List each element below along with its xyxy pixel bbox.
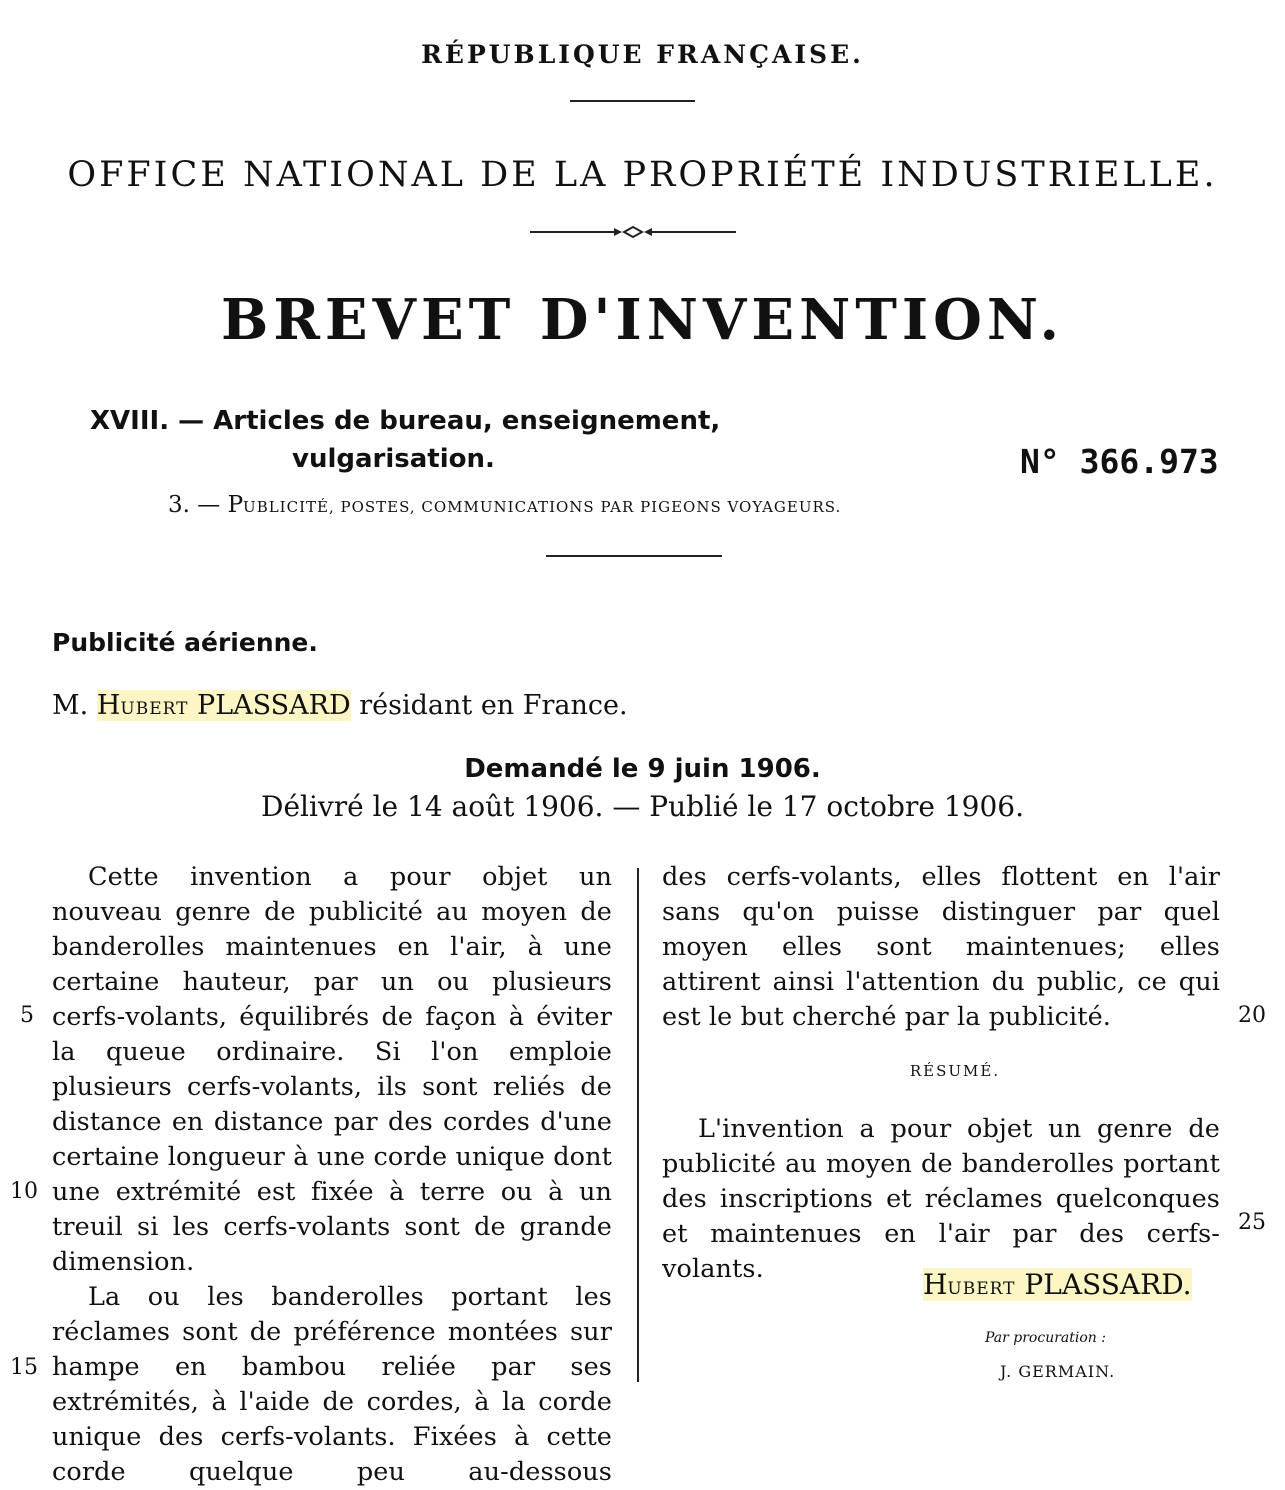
holder-first-initial: H bbox=[96, 690, 121, 721]
divider-top bbox=[570, 100, 695, 102]
signature bbox=[923, 1268, 1192, 1301]
agent-name: J. GERMAIN. bbox=[1000, 1362, 1116, 1381]
subclass-rest: UBLICITÉ, POSTES, COMMUNICATIONS PAR PIGEONS VOYAGEURS. bbox=[243, 498, 842, 516]
office-heading: OFFICE NATIONAL DE LA PROPRIÉTÉ INDUSTRIELLE. bbox=[67, 155, 1218, 195]
brevet-title: BREVET D'INVENTION. bbox=[220, 287, 1064, 353]
right-paragraph-1: des cerfs-volants, elles flottent en l'air sans qu'on puisse distinguer par quel moyen elles sont maintenues; elles attirent ainsi l'attention du public, ce qui est le but cherché par la publicité. bbox=[662, 862, 1220, 1032]
classification-line-1: XVIII. — Articles de bureau, enseignement, bbox=[90, 406, 721, 436]
resume-heading: RÉSUMÉ. bbox=[909, 1062, 1001, 1080]
signature-highlight bbox=[923, 1268, 1192, 1301]
left-paragraph-1: Cette invention a pour objet un nouveau genre de publicité au moyen de banderolles maintenues en l'air, à une certaine hauteur, par un ou plusieurs cerfs-volants, équilibrés de façon à éviter la queue ordinaire. Si l'on emploie plusieurs cerfs-volants, ils sont reliés de distance en distance par des cordes d'une certaine longueur à une corde unique dont une extrémité est fixée à terre ou à un treuil si les cerfs-volants sont de grande dimension. bbox=[52, 862, 612, 1277]
patent-number: N° 366.973 bbox=[1020, 442, 1219, 481]
right-paragraph-2: L'invention a pour objet un genre de publicité au moyen de banderolles portant des inscriptions et réclames quelconques et maintenues en l'air par des cerfs-volants. bbox=[662, 1114, 1220, 1284]
line-number-25: 25 bbox=[1238, 1210, 1266, 1235]
ornament-divider-icon bbox=[530, 224, 736, 240]
body-left-column bbox=[52, 860, 612, 1490]
procuration-label: Par procuration : bbox=[985, 1330, 1106, 1346]
signature-first-initial: H bbox=[923, 1268, 948, 1301]
demande-date: Demandé le 9 juin 1906. bbox=[464, 754, 821, 784]
subclass-line bbox=[168, 492, 841, 518]
line-number-10: 10 bbox=[10, 1179, 38, 1204]
patent-title: Publicité aérienne. bbox=[52, 628, 318, 657]
line-number-20: 20 bbox=[1238, 1003, 1266, 1028]
line-number-5: 5 bbox=[20, 1003, 34, 1028]
holder-suffix: résidant en France. bbox=[359, 690, 628, 721]
republique-heading: RÉPUBLIQUE FRANÇAISE. bbox=[421, 40, 864, 69]
holder-first-rest: UBERT bbox=[120, 699, 189, 719]
holder-last: PLASSARD bbox=[197, 690, 351, 721]
holder-name-highlight bbox=[97, 690, 351, 721]
holder-line bbox=[52, 690, 628, 721]
divider-middle bbox=[546, 555, 722, 557]
holder-prefix: M. bbox=[52, 690, 89, 721]
subclass-prefix: 3. — P bbox=[168, 492, 244, 518]
left-paragraph-2: La ou les banderolles portant les réclames sont de préférence montées sur hampe en bambou reliée par ses extrémités, à l'aide de cordes, à la corde unique des cerfs-volants. Fixées à cette corde quelque peu au-dessous bbox=[52, 1282, 612, 1487]
signature-last: PLASSARD. bbox=[1024, 1268, 1192, 1301]
column-divider bbox=[637, 868, 639, 1382]
classification-line-2: vulgarisation. bbox=[292, 444, 495, 474]
delivre-publie-dates: Délivré le 14 août 1906. — Publié le 17 octobre 1906. bbox=[261, 790, 1024, 823]
signature-first-rest: UBERT bbox=[947, 1279, 1016, 1299]
line-number-15: 15 bbox=[10, 1355, 38, 1380]
